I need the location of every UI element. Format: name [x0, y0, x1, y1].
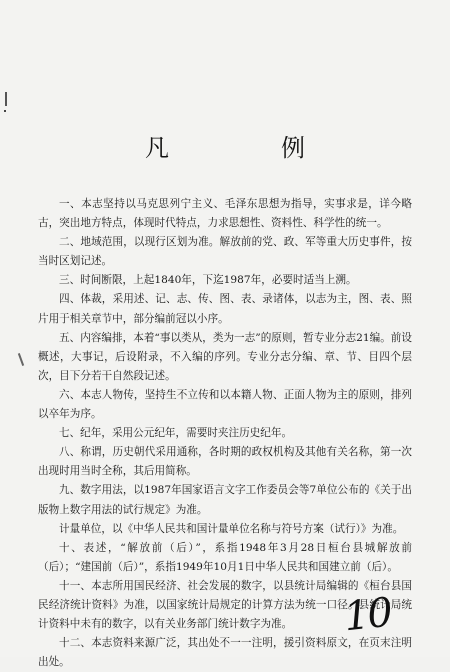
paragraph-7: 七、纪年，采用公元纪年，需要时夹注历史纪年。 — [59, 427, 293, 440]
paragraph-4: 四、体裁，采用述、记、志、传、图、表、录诸体，以志为主，图、表、照片用于相关章节中，部分编前冠以小序。 — [38, 293, 412, 325]
margin-tick — [18, 353, 24, 366]
margin-dot — [4, 110, 6, 112]
paragraph-5: 五、内容编排，本着“事以类从，类为一志”的原则，暂专业分志21编。前设概述，大事记，后设附录，不入编的序列。专业分志分编、章、节、目四个层次，目下分若干自然段记述。 — [38, 331, 412, 382]
paragraph-2: 二、地域范围，以现行区划为准。解放前的党、政、军等重大历史事件，按当时区划记述。 — [38, 236, 412, 268]
paragraph-10: 十、表述，“解放前（后）”，系指1948年3月28日桓台县城解放前（后）；“建国前（后）”，系指1949年10月1日中华人民共和国建立前（后）。 — [38, 541, 412, 573]
paragraph-12: 十二、本志资料来源广泛，其出处不一一注明，援引资料原文，在页末注明出处。 — [38, 637, 412, 669]
paragraph-9: 九、数字用法，以1987年国家语言文字工作委员会等7单位公布的《关于出版物上数字用法的试行规定》为准。 — [38, 484, 412, 516]
handwritten-page-number: 10 — [341, 589, 394, 641]
margin-mark — [5, 92, 7, 106]
paragraph-11: 十一、本志所用国民经济、社会发展的数字，以县统计局编辑的《桓台县国民经济统计资料》为准，以国家统计局规定的计算方法为统一口径。县统计局统计资料中未有的数字，以有关业务部门统计数字为准。 — [38, 579, 412, 631]
paragraph-9b: 计量单位，以《中华人民共和国计量单位名称与符号方案（试行）》为准。 — [59, 522, 404, 535]
paragraph-6: 六、本志人物传，坚持生不立传和以本籍人物、正面人物为主的原则，排列以卒年为序。 — [38, 388, 412, 421]
page-title: 凡 例 — [145, 134, 349, 162]
paragraph-8: 八、称谓，历史朝代采用通称，各时期的政权机构及其他有关名称，第一次出现时用当时全称，其后用简称。 — [38, 446, 412, 478]
paragraph-3: 三、时间断限，上起1840年，下迄1987年，必要时适当上溯。 — [59, 274, 357, 287]
paragraph-1: 一、本志坚持以马克思列宁主义、毛泽东思想为指导，实事求是，详今略古，突出地方特点，体现时代特点，力求思想性、资料性、科学性的统一。 — [38, 198, 412, 230]
